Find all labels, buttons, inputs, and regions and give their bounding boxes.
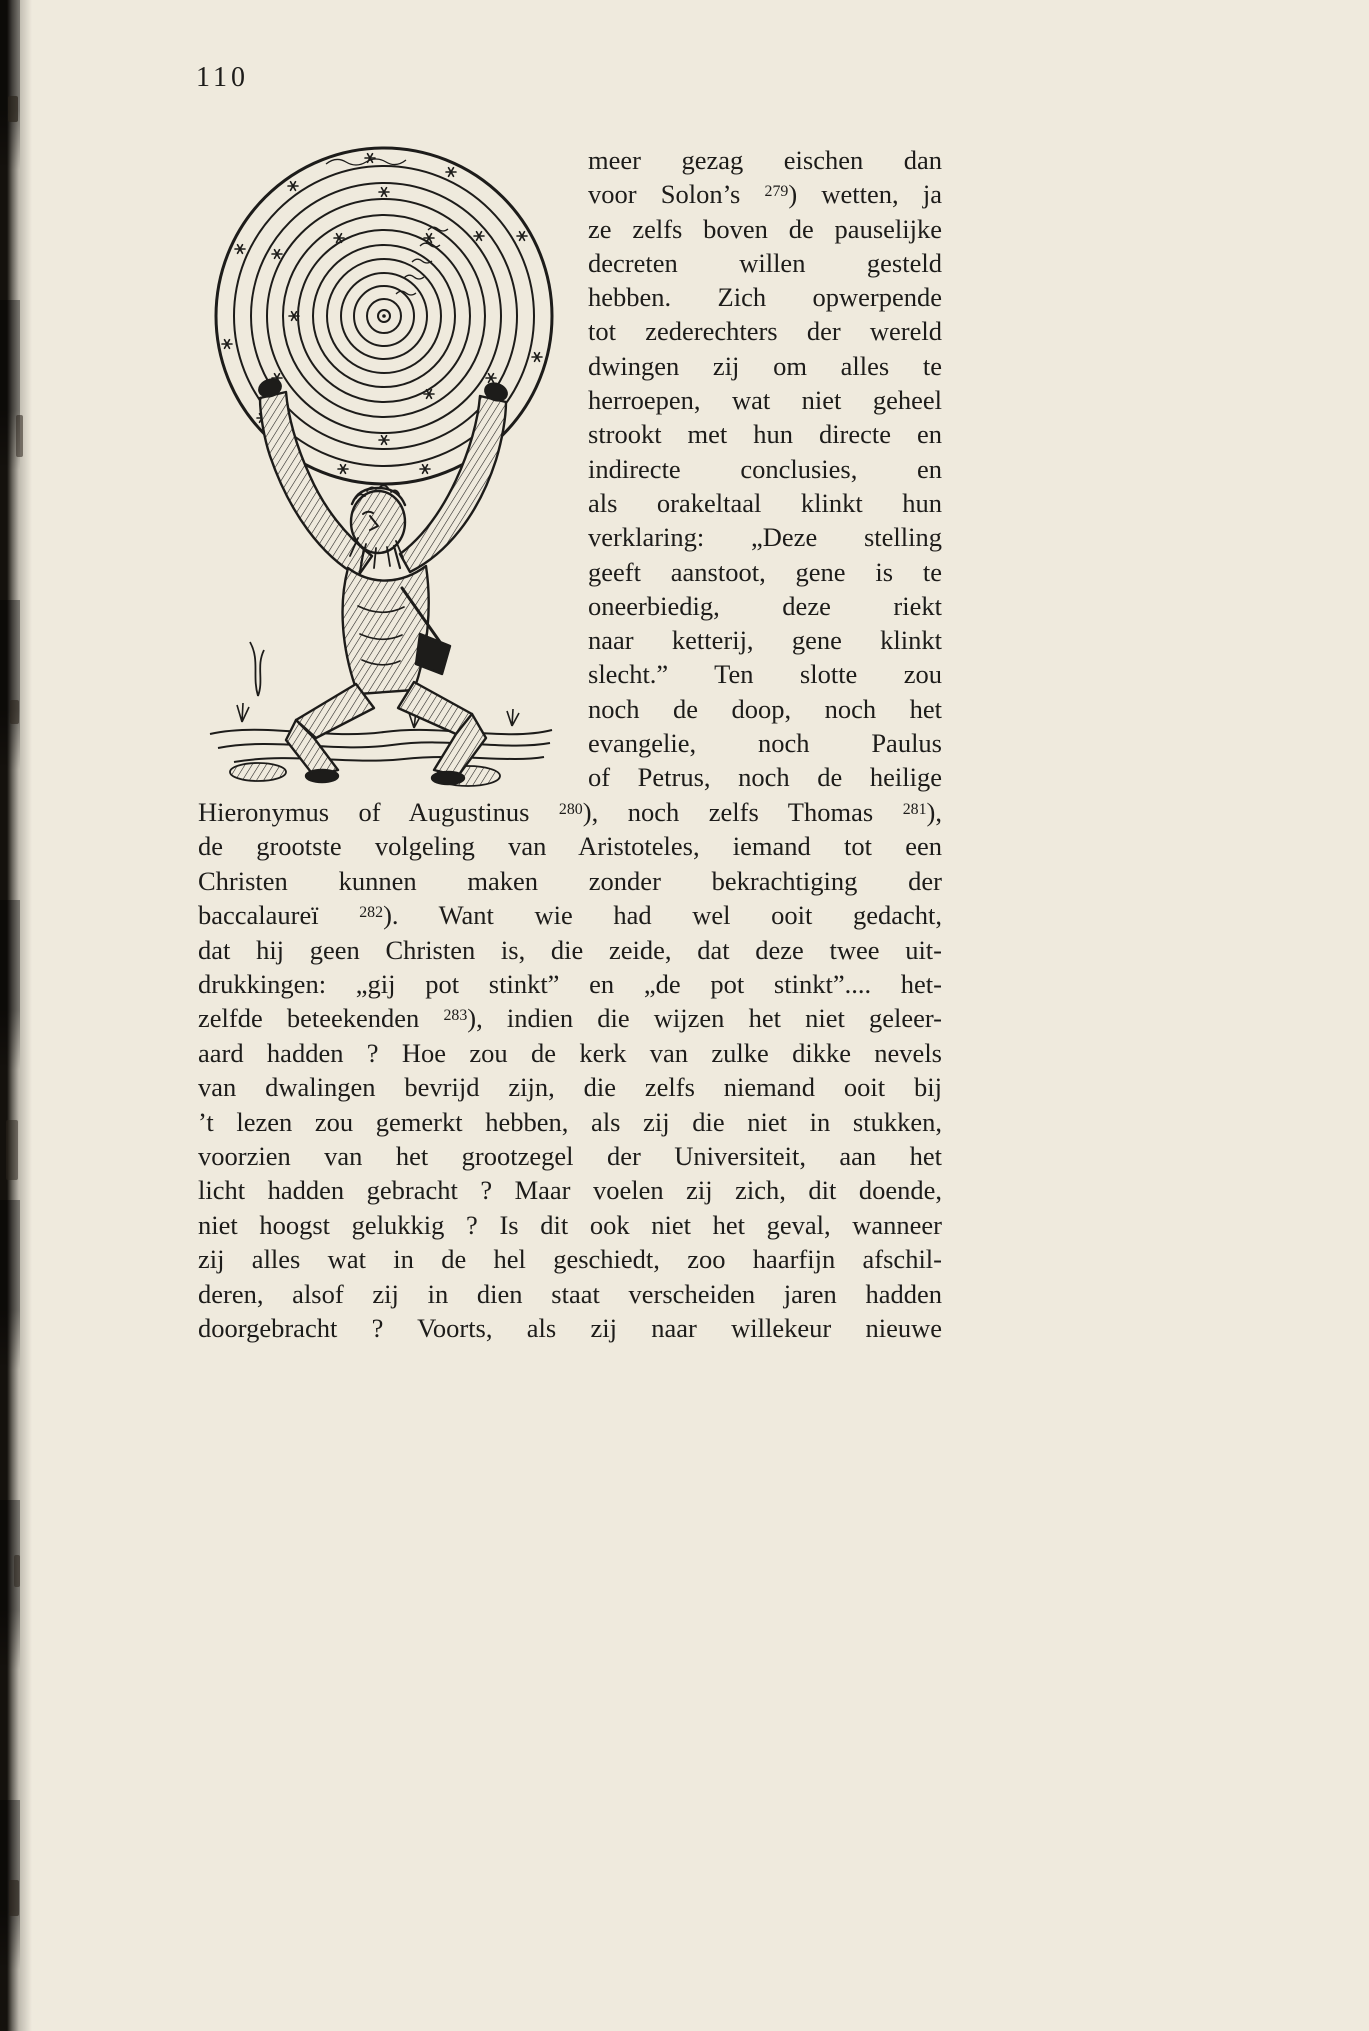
text-line: voorzien van het grootzegel der Universiteit, aan het bbox=[198, 1141, 942, 1172]
scan-artifact bbox=[10, 700, 19, 724]
text-line: geeft aanstoot, gene is te bbox=[588, 556, 942, 587]
text-line: van dwalingen bevrijd zijn, die zelfs niemand ooit bij bbox=[198, 1072, 942, 1103]
text-line: strookt met hun directe en bbox=[588, 419, 942, 450]
text-line: licht hadden gebracht ? Maar voelen zij zich, dit doende, bbox=[198, 1175, 942, 1206]
wrapped-paragraph bbox=[588, 143, 942, 795]
binding-shadow-variation bbox=[0, 0, 20, 2031]
text-line: hebben. Zich opwerpende bbox=[588, 282, 942, 313]
text-line: de grootste volgeling van Aristoteles, iemand tot een bbox=[198, 831, 942, 862]
text-line: of Petrus, noch de heilige bbox=[588, 762, 942, 793]
text-line: dwingen zij om alles te bbox=[588, 350, 942, 381]
text-line: als orakeltaal klinkt hun bbox=[588, 487, 942, 518]
text-line: baccalaureï $^{282}$). Want wie had wel ooit gedacht, bbox=[198, 900, 942, 931]
atlas-celestial-sphere-illustration bbox=[206, 136, 558, 792]
scan-artifact bbox=[14, 1555, 20, 1587]
text-line: deren, alsof zij in dien staat verscheiden jaren hadden bbox=[198, 1278, 942, 1309]
text-line: drukkingen: „gij pot stinkt” en „de pot stinkt”.... het- bbox=[198, 969, 942, 1000]
text-line: tot zederechters der wereld bbox=[588, 316, 942, 347]
text-line: ’t lezen zou gemerkt hebben, als zij die niet in stukken, bbox=[198, 1106, 942, 1137]
text-line: decreten willen gesteld bbox=[588, 247, 942, 278]
page-number: 110 bbox=[196, 62, 249, 93]
text-line: naar ketterij, gene klinkt bbox=[588, 625, 942, 656]
text-line: ze zelfs boven de pauselijke bbox=[588, 213, 942, 244]
text-line: doorgebracht ? Voorts, als zij naar willekeur nieuwe bbox=[198, 1313, 942, 1344]
scan-artifact bbox=[8, 96, 18, 122]
text-line: niet hoogst gelukkig ? Is dit ook niet het geval, wanneer bbox=[198, 1209, 942, 1240]
text-line: Hieronymus of Augustinus $^{280}$), noch zelfs Thomas $^{281}$), bbox=[198, 797, 942, 827]
scan-artifact bbox=[9, 1880, 19, 1916]
body-paragraph bbox=[198, 795, 942, 1346]
text-line: Christen kunnen maken zonder bekrachtiging der bbox=[198, 865, 942, 896]
text-line: herroepen, wat niet geheel bbox=[588, 385, 942, 416]
text-line: voor Solon’s $^{279}$) wetten, ja bbox=[588, 179, 942, 210]
scan-artifact bbox=[16, 415, 23, 457]
text-line: noch de doop, noch het bbox=[588, 693, 942, 724]
text-line: aard hadden ? Hoe zou de kerk van zulke dikke nevels bbox=[198, 1037, 942, 1068]
text-line: meer gezag eischen dan bbox=[588, 145, 942, 175]
text-line: dat hij geen Christen is, die zeide, dat deze twee uit- bbox=[198, 934, 942, 965]
text-line: verklaring: „Deze stelling bbox=[588, 522, 942, 553]
text-line: slecht.” Ten slotte zou bbox=[588, 659, 942, 690]
text-line: zelfde beteekenden $^{283}$), indien die wijzen het niet geleer- bbox=[198, 1003, 943, 1034]
text-line: indirecte conclusies, en bbox=[588, 453, 942, 484]
scan-artifact bbox=[6, 1120, 18, 1180]
text-line: evangelie, noch Paulus bbox=[588, 728, 942, 759]
text-line: zij alles wat in de hel geschiedt, zoo haarfijn afschil- bbox=[198, 1244, 942, 1275]
text-line: oneerbiedig, deze riekt bbox=[588, 590, 942, 621]
